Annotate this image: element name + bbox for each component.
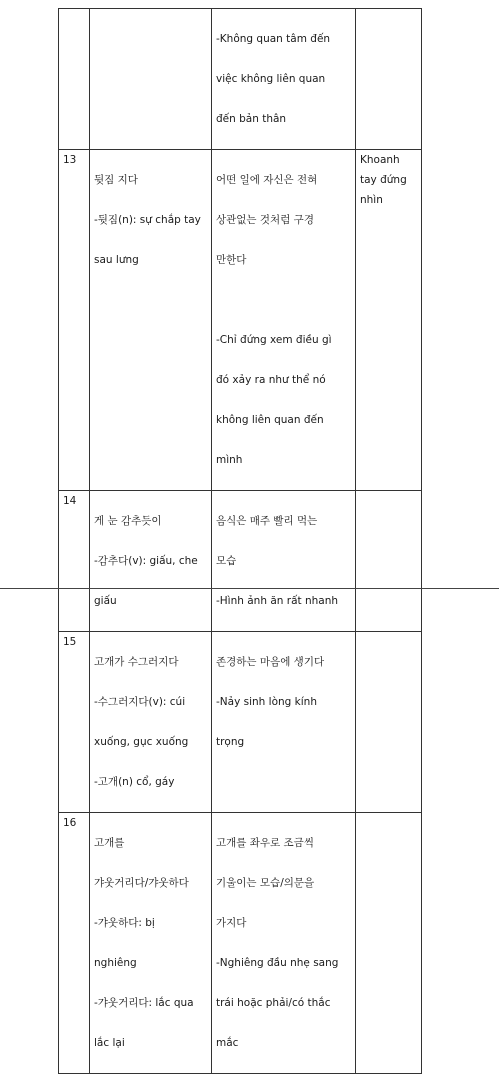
meaning-line: 어떤 일에 자신은 전혀 <box>216 174 318 186</box>
vocabulary-table <box>58 8 422 1074</box>
row-number-cell <box>59 491 90 632</box>
row-number: 15 <box>63 636 77 648</box>
expression-cell <box>90 491 212 632</box>
meaning-line: việc không liên quan <box>216 73 326 85</box>
note-cell <box>356 813 422 1074</box>
meaning-line: 모습 <box>216 555 237 567</box>
meaning-line: không liên quan đến <box>216 414 324 426</box>
meaning-cell <box>212 813 356 1074</box>
expression-cell <box>90 9 212 150</box>
expression-line: nghiêng <box>94 957 137 969</box>
meaning-line: 가지다 <box>216 917 247 929</box>
expression-line: giấu <box>94 595 117 607</box>
meaning-line: 음식은 매주 빨리 먹는 <box>216 515 318 527</box>
expression-line: -수그러지다(v): cúi <box>94 696 186 708</box>
meaning-cell <box>212 9 356 150</box>
row-number: 13 <box>63 154 77 166</box>
table-row <box>59 9 422 150</box>
meaning-line: trái hoặc phải/có thắc <box>216 997 331 1009</box>
expression-line: -감추다(v): giấu, che <box>94 555 198 567</box>
expression-line: 갸웃거리다/갸웃하다 <box>94 877 189 889</box>
row-number-cell <box>59 150 90 491</box>
note-cell <box>356 491 422 632</box>
meaning-line: 기울이는 모습/의문을 <box>216 877 315 889</box>
meaning-line: mắc <box>216 1037 239 1049</box>
table-row <box>59 491 422 632</box>
meaning-line: 존경하는 마음에 생기다 <box>216 656 325 668</box>
expression-cell <box>90 813 212 1074</box>
table-row <box>59 150 422 491</box>
expression-line: sau lưng <box>94 254 139 266</box>
meaning-line: -Chỉ đứng xem điều gì <box>216 334 332 346</box>
row-number: 14 <box>63 495 77 507</box>
table-row <box>59 813 422 1074</box>
row-number-cell <box>59 813 90 1074</box>
meaning-line: -Không quan tâm đến <box>216 33 331 45</box>
note-cell <box>356 150 422 491</box>
meaning-line: mình <box>216 454 243 466</box>
expression-line: 고개가 수그러지다 <box>94 656 179 668</box>
row-number-cell <box>59 9 90 150</box>
expression-line: xuống, gục xuống <box>94 736 189 748</box>
meaning-line: đó xảy ra như thể nó <box>216 374 326 386</box>
page-divider <box>0 588 499 589</box>
blank-line <box>216 290 351 310</box>
table-row <box>59 632 422 813</box>
expression-cell <box>90 632 212 813</box>
meaning-line: -Nghiêng đầu nhẹ sang <box>216 957 339 969</box>
meaning-line: -Nảy sinh lòng kính <box>216 696 317 708</box>
note-cell <box>356 9 422 150</box>
meaning-line: -Hình ảnh ăn rất nhanh <box>216 595 339 607</box>
row-number-cell <box>59 632 90 813</box>
meaning-line: 상관없는 것처럼 구경 <box>216 214 314 226</box>
meaning-cell <box>212 632 356 813</box>
meaning-line: 만한다 <box>216 254 247 266</box>
note-text: Khoanh tay đứng nhìn <box>360 154 407 206</box>
expression-line: -갸웃하다: bị <box>94 917 155 929</box>
meaning-cell <box>212 491 356 632</box>
meaning-cell <box>212 150 356 491</box>
note-cell <box>356 632 422 813</box>
meaning-line: đến bản thân <box>216 113 287 125</box>
expression-line: 고개를 <box>94 837 125 849</box>
expression-line: -고개(n) cổ, gáy <box>94 776 175 788</box>
expression-line: -뒷짐(n): sự chắp tay <box>94 214 201 226</box>
expression-line: 뒷짐 지다 <box>94 174 138 186</box>
meaning-line: trọng <box>216 736 245 748</box>
expression-line: 게 눈 감추듯이 <box>94 515 162 527</box>
expression-cell <box>90 150 212 491</box>
expression-line: lắc lại <box>94 1037 125 1049</box>
row-number: 16 <box>63 817 77 829</box>
expression-line: -갸웃거리다: lắc qua <box>94 997 194 1009</box>
meaning-line: 고개를 좌우로 조금씩 <box>216 837 314 849</box>
